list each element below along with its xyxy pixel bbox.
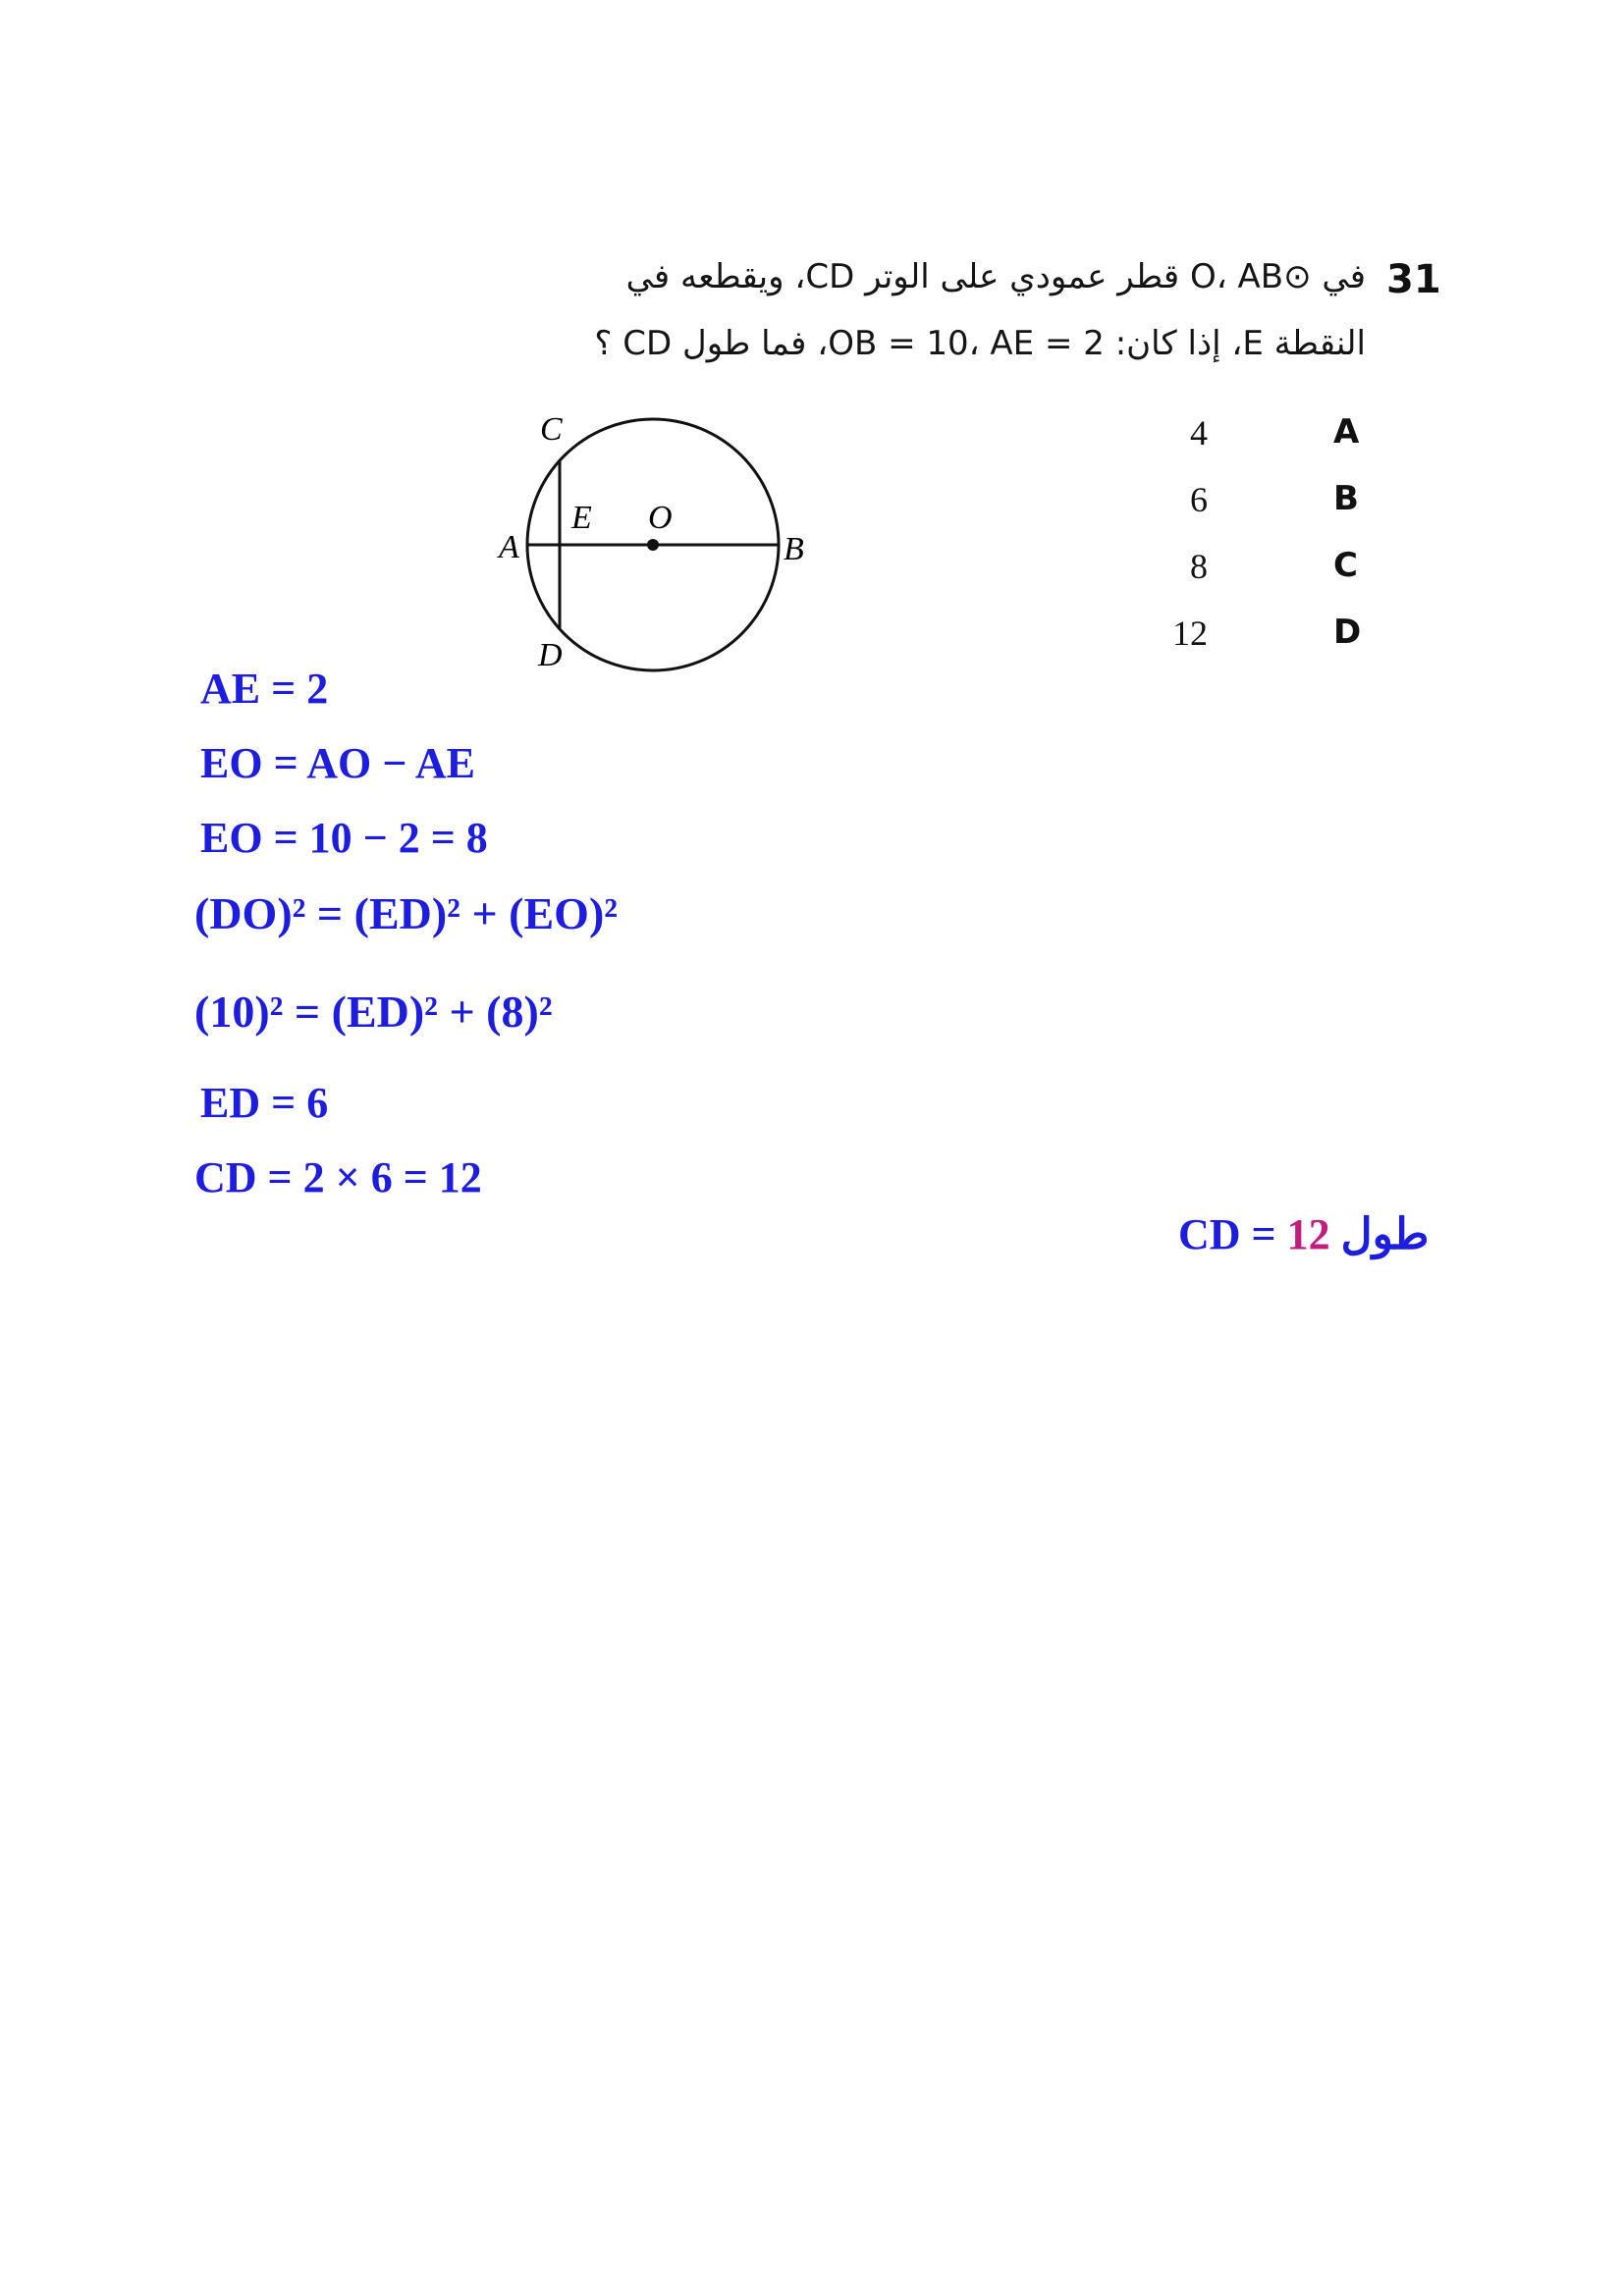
final-answer	[1178, 1209, 1429, 1259]
label-e: E	[571, 500, 592, 536]
label-b: B	[784, 531, 804, 567]
choice-letter: B	[1333, 479, 1359, 518]
work-line-3: EO = 10 − 2 = 8	[200, 814, 488, 862]
question-number: 31	[1386, 257, 1441, 302]
work-line-5: (10)² = (ED)² + (8)²	[194, 987, 553, 1037]
choice-letter: A	[1333, 412, 1360, 452]
circle-figure	[481, 402, 835, 687]
choice-value: 8	[1190, 547, 1208, 586]
choice-value: 4	[1190, 413, 1208, 453]
center-point-o	[647, 539, 659, 551]
label-c: C	[540, 411, 563, 448]
label-a: A	[499, 529, 519, 565]
work-line-1: AE = 2	[200, 665, 329, 713]
question-text-line1: في ⊙O، AB قطر عمودي على الوتر CD، ويقطعه في	[625, 257, 1366, 296]
choice-letter: D	[1333, 613, 1362, 652]
answer-suffix: طول	[1329, 1210, 1430, 1258]
work-line-7: CD = 2 × 6 = 12	[194, 1153, 482, 1201]
work-line-2: EO = AO − AE	[200, 739, 475, 787]
question-text-line2: النقطة E، إذا كان: OB = 10، AE = 2، فما طول CD ؟	[594, 324, 1366, 363]
label-o: O	[648, 500, 673, 536]
work-line-4: (DO)² = (ED)² + (EO)²	[194, 888, 619, 938]
choice-value: 12	[1172, 614, 1208, 653]
answer-prefix: CD =	[1178, 1210, 1287, 1258]
label-d: D	[538, 637, 563, 673]
answer-value: 12	[1286, 1210, 1330, 1258]
choice-letter: C	[1333, 546, 1358, 585]
work-line-6: ED = 6	[200, 1079, 329, 1127]
choice-value: 6	[1190, 480, 1208, 519]
